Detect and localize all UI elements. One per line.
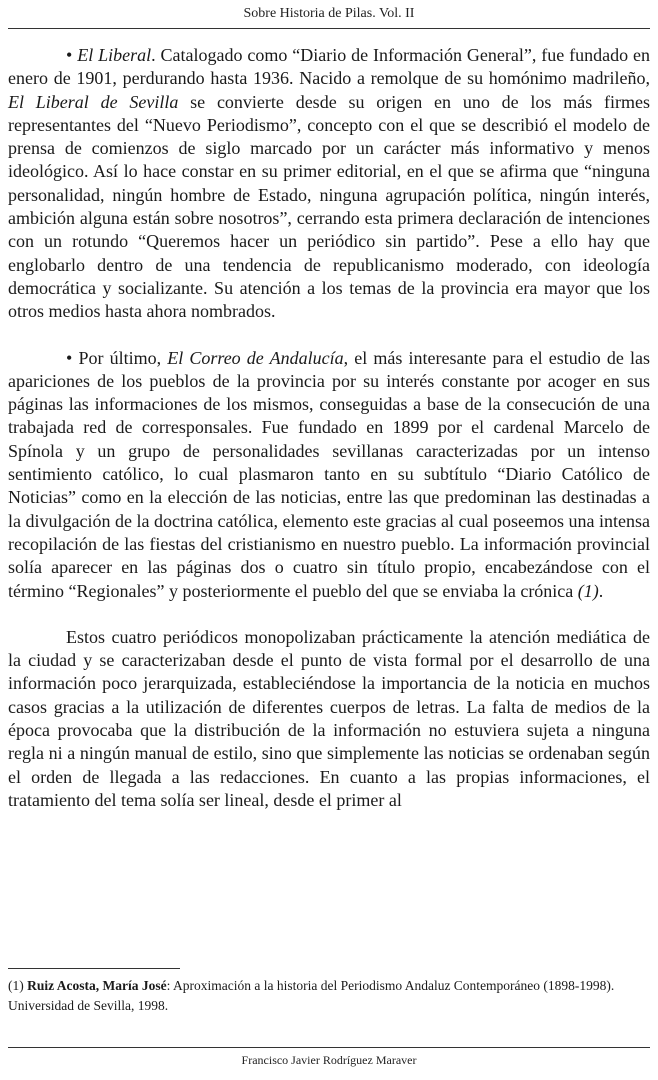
footnote-text: : Aproximación a la historia del Periodismo Andaluz Contemporáneo (1898-1998). Universidad de Sevilla, 1998. [8,978,615,1013]
running-header: Sobre Historia de Pilas. Vol. II [243,6,415,21]
running-footer: Francisco Javier Rodríguez Maraver [241,1053,417,1067]
footnote-marker: (1) [8,978,24,993]
paragraph-text: , el más interesante para el estudio de las apariciones de los pueblos de la provincia por su interés constante por acoger en sus páginas las informaciones de los mismos, conseguidas a base de la consecución de una trabajada red de corresponsales. Fue fundado en 1899 por el cardenal Marcelo de Spínola y un grupo de personalidades sevillanas caracterizadas por un intenso sentimiento católico, lo cual plasmaron tanto en su subtítulo “Diario Católico de Noticias” como en la elección de las noticias, entre las que predominan las destinadas a la divulgación de la doctrina católica, elemento este gracias al cual poseemos una intensa recopilación de las fiestas del cristianismo en nuestro pueblo. La información provincial solía aparecer en las páginas dos o cuatro sin título propio, encabezándose con el término “Regionales” y posteriormente el pueblo del que se enviaba la crónica [8,347,651,601]
paragraph-el-liberal [8,44,650,324]
newspaper-title: El Correo de Andalucía [167,347,344,368]
bullet-marker: • [66,45,73,65]
footnote-rule [8,968,180,969]
footnote-reference[interactable]: (1) [577,580,599,601]
footer-rule [8,1047,650,1048]
footnote [8,976,650,1016]
bullet-marker: • [66,347,73,368]
newspaper-title: El Liberal de Sevilla [8,91,179,112]
paragraph-summary: Estos cuatro periódicos monopolizaban prácticamente la atención mediática de la ciudad y se caracterizaban desde el punto de vista formal por el desarrollo de una información poco jerarquizada, estableciéndose la importancia de la noticia en muchos casos gracias a la utilización de diferentes cuerpos de letras. La falta de medios de la época provocaba que la distribución de la información no estuviera sujeta a ninguna regla ni a ningún manual de estilo, sino que simplemente las noticias se ordenaban según el orden de llegada a las redacciones. En cuanto a las propias informaciones, el tratamiento del tema solía ser lineal, desde el primer al [8,626,650,810]
paragraph-text: Por último, [78,347,168,368]
paragraph-el-correo [8,347,650,603]
header-rule [8,28,650,29]
paragraph-text: . Catalogado como “Diario de Información General”, fue fundado en enero de 1901, perdurando hasta 1936. Nacido a remolque de su homónimo madrileño, [8,45,650,89]
footnote-author: Ruiz Acosta, María José [27,978,167,993]
body-text [8,44,650,812]
paragraph-text: se convierte desde su origen en uno de los más firmes representantes del “Nuevo Periodismo”, concepto con el que se describió el modelo de prensa de comienzos de siglo marcado por un carácter más informativo y menos ideológico. Así lo hace constar en su primer editorial, en el que se afirma que “ninguna personalidad, ningún hombre de Estado, ninguna agrupación política, ningún interés, ambición alguna están sobre nosotros”, cerrando esta primera declaración de intenciones con un rotundo “Queremos hacer un periódico sin partido”. Pese a ello hay que englobarlo dentro de una tendencia de republicanismo moderado, con ideología democrática y socializante. Su atención a los temas de la provincia era mayor que los otros medios hasta ahora nombrados. [8,91,650,322]
newspaper-title: El Liberal [77,45,152,65]
paragraph-text: . [598,580,604,601]
